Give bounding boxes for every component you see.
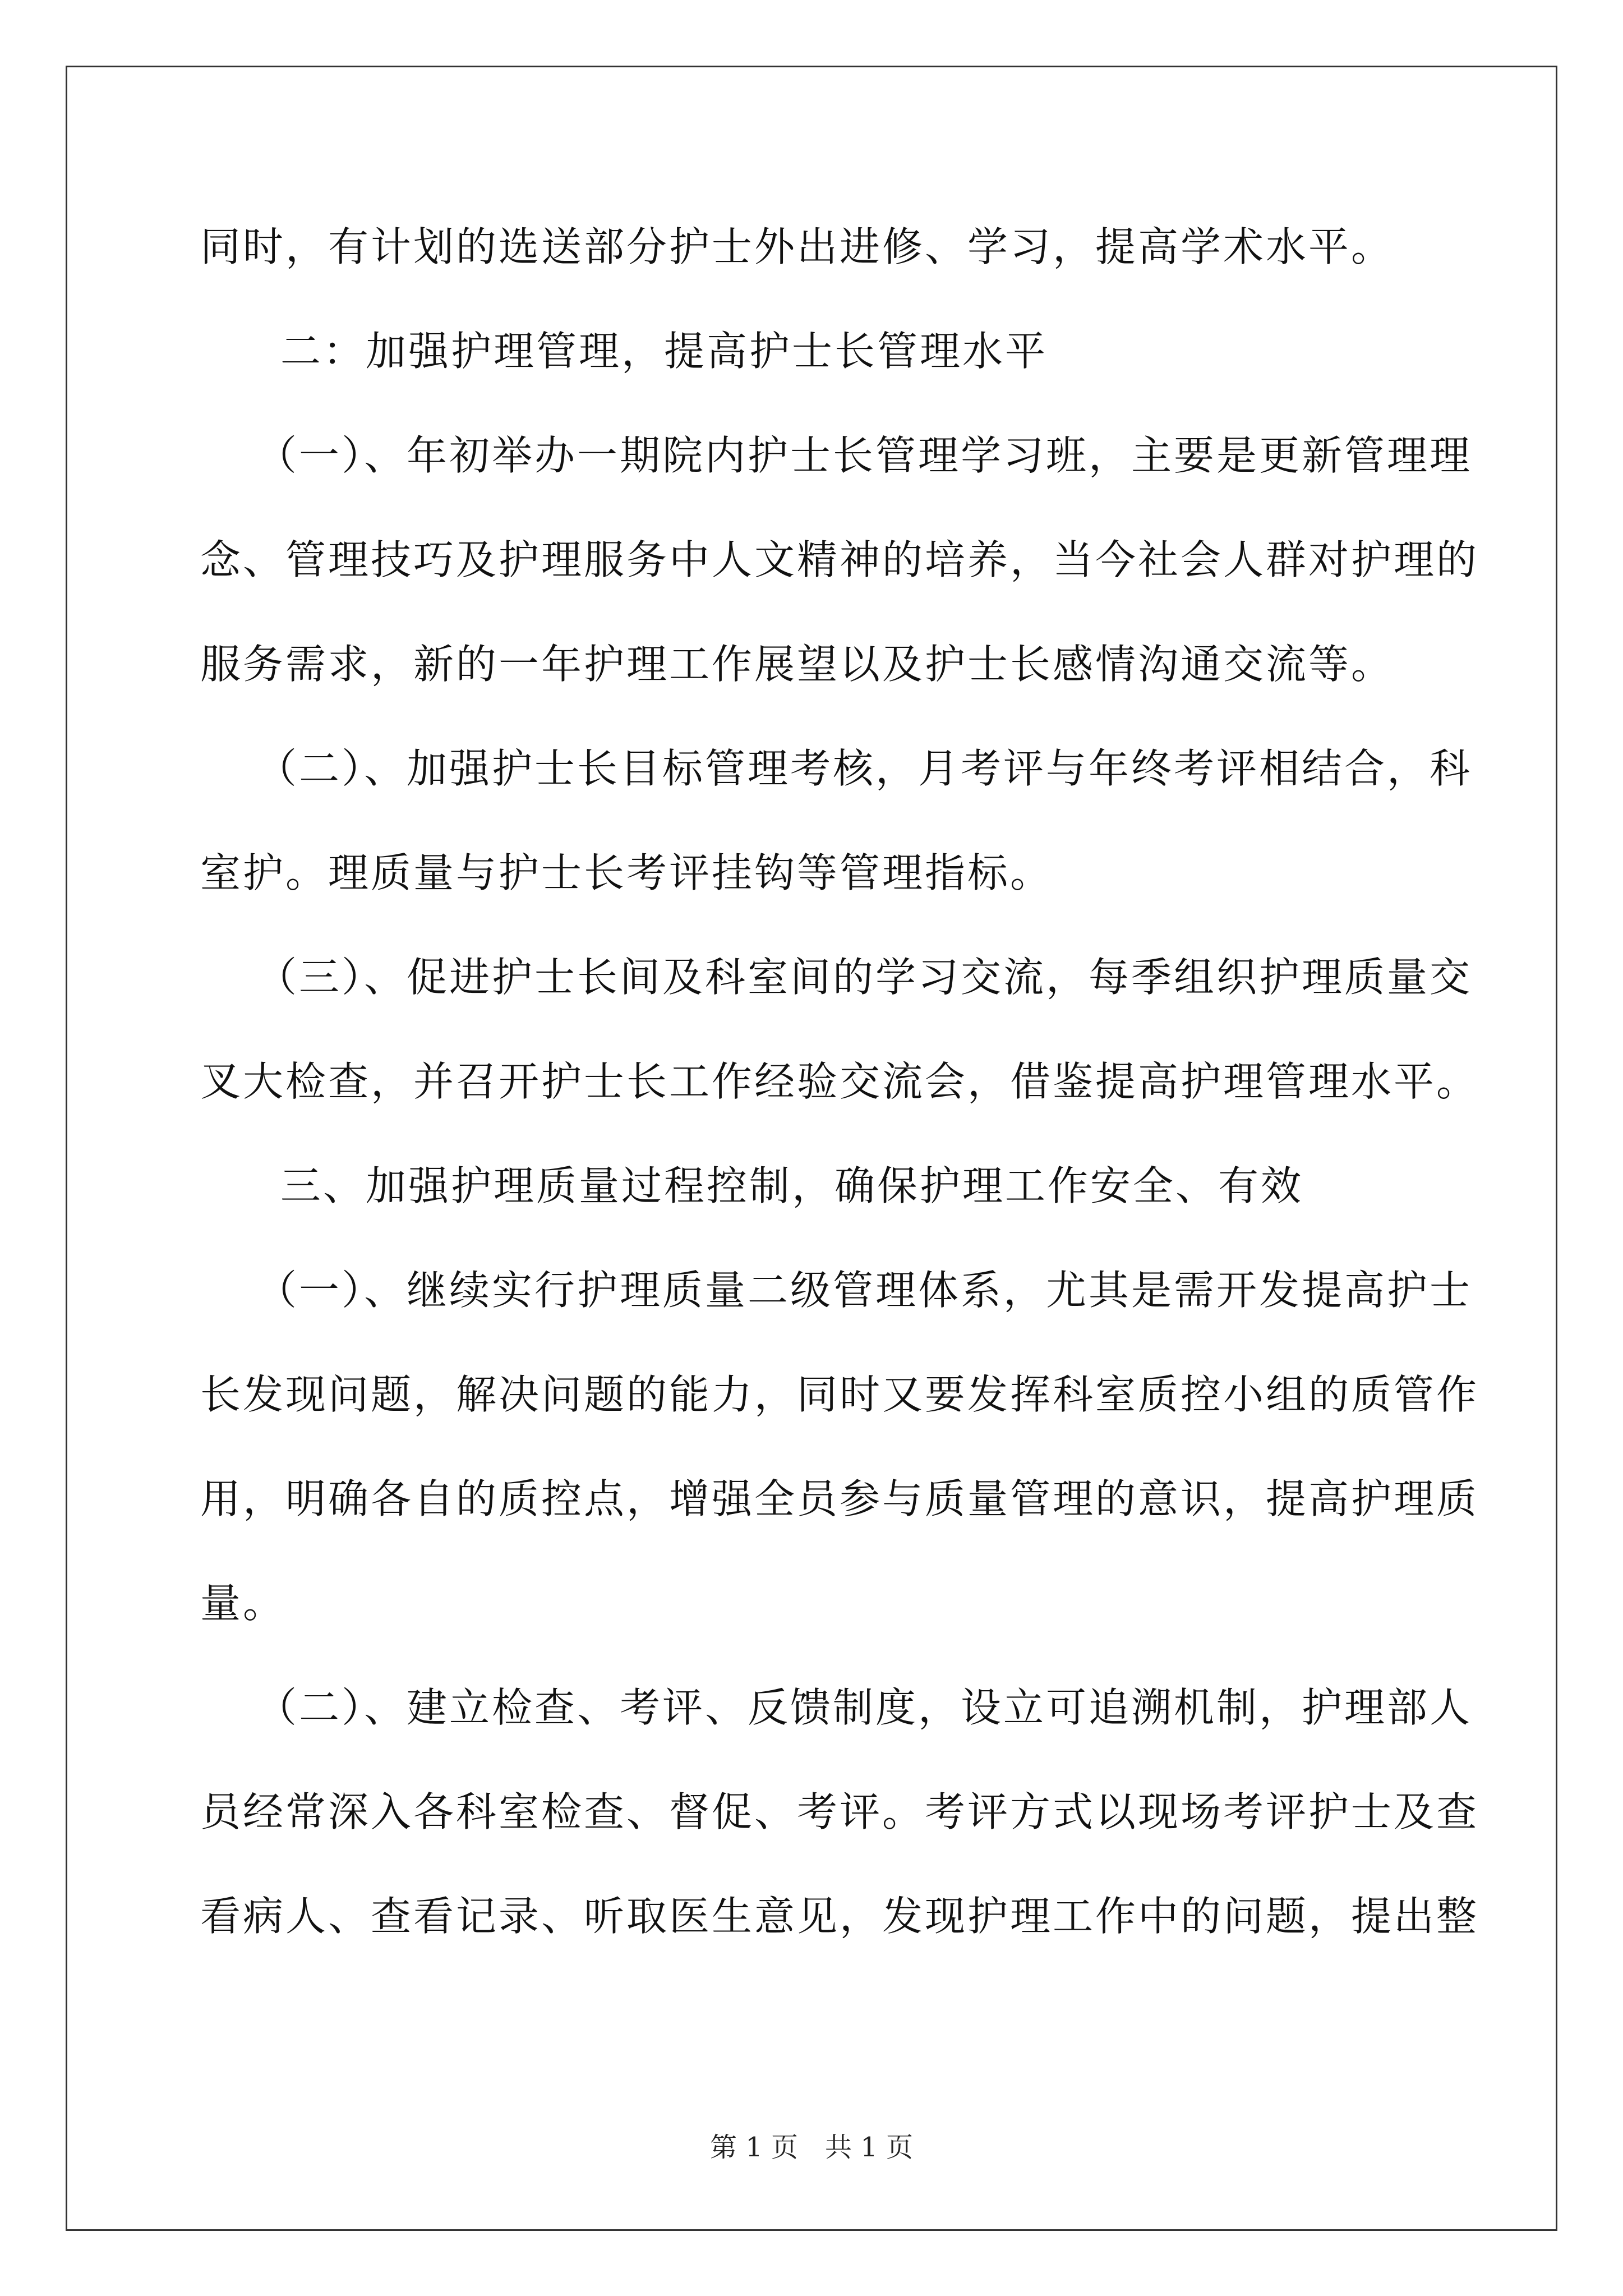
text-line: （二）、加强护士长目标管理考核，月考评与年终考评相结合，科 <box>256 745 1473 792</box>
text-line: （三）、促进护士长间及科室间的学习交流，每季组织护理质量交 <box>256 954 1473 1001</box>
text-line: 员经常深入各科室检查、督促、考评。考评方式以现场考评护士及查 <box>200 1788 1479 1835</box>
text-line: 服务需求，新的一年护理工作展望以及护士长感情沟通交流等。 <box>200 641 1394 688</box>
text-line: 室护。理质量与护士长考评挂钩等管理指标。 <box>200 849 1053 896</box>
text-line: 同时，有计划的选送部分护士外出进修、学习，提高学术水平。 <box>200 223 1394 270</box>
text-line: 量。 <box>200 1580 286 1627</box>
page-number: 第 1 页 共 1 页 <box>709 2132 914 2163</box>
text-line: 用，明确各自的质控点，增强全员参与质量管理的意识，提高护理质 <box>200 1475 1479 1522</box>
text-line: 念、管理技巧及护理服务中人文精神的培养，当今社会人群对护理的 <box>200 536 1479 583</box>
section-heading: 二：加强护理管理，提高护士长管理水平 <box>280 328 1048 375</box>
text-line: 看病人、查看记录、听取医生意见，发现护理工作中的问题，提出整 <box>200 1893 1479 1940</box>
text-line: 长发现问题，解决问题的能力，同时又要发挥科室质控小组的质管作 <box>200 1371 1479 1418</box>
text-line: （二）、建立检查、考评、反馈制度，设立可追溯机制，护理部人 <box>256 1684 1473 1731</box>
text-line: （一）、年初举办一期院内护士长管理学习班，主要是更新管理理 <box>256 432 1473 479</box>
text-line: 叉大检查，并召开护士长工作经验交流会，借鉴提高护理管理水平。 <box>200 1058 1479 1105</box>
text-line: （一）、继续实行护理质量二级管理体系，尤其是需开发提高护士 <box>256 1267 1473 1314</box>
section-heading: 三、加强护理质量过程控制，确保护理工作安全、有效 <box>280 1162 1304 1209</box>
